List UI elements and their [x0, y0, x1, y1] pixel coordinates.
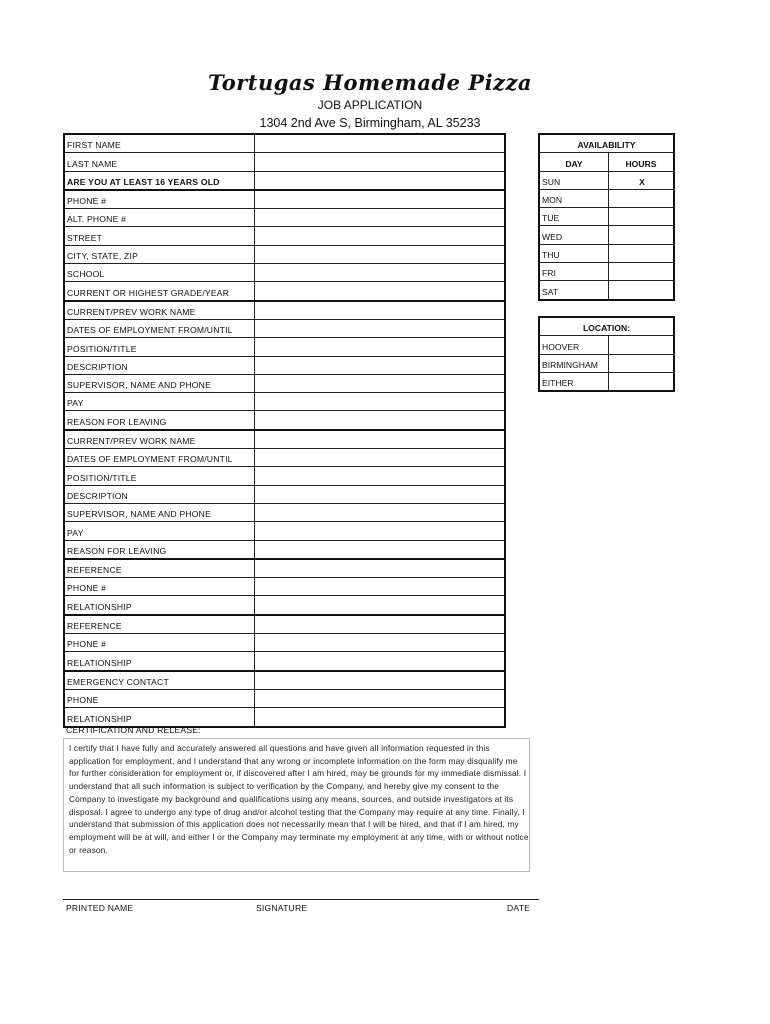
availability-table	[538, 133, 675, 301]
form-row	[64, 245, 505, 263]
availability-row	[539, 226, 674, 244]
form-row	[64, 634, 505, 652]
form-row	[64, 153, 505, 171]
form-row-label: EMERGENCY CONTACT	[64, 671, 255, 690]
form-row-value-field[interactable]	[255, 282, 506, 301]
form-row	[64, 485, 505, 503]
form-row-label: DATES OF EMPLOYMENT FROM/UNTIL	[64, 319, 255, 337]
availability-hours-field[interactable]	[609, 226, 675, 244]
form-row-label: DESCRIPTION	[64, 485, 255, 503]
form-row-value-field[interactable]	[255, 134, 506, 153]
signature-label: SIGNATURE	[256, 903, 308, 913]
form-row-label: SUPERVISOR, NAME AND PHONE	[64, 374, 255, 392]
location-choice-field[interactable]	[609, 336, 675, 354]
form-row-value-field[interactable]	[255, 356, 506, 374]
availability-hours-header: HOURS	[609, 153, 675, 171]
form-row-value-field[interactable]	[255, 301, 506, 320]
availability-hours-field[interactable]	[609, 244, 675, 262]
form-row	[64, 209, 505, 227]
availability-day: FRI	[539, 263, 609, 281]
form-row	[64, 227, 505, 245]
location-table	[538, 316, 675, 392]
form-row-label: SCHOOL	[64, 264, 255, 282]
form-row-label: FIRST NAME	[64, 134, 255, 153]
availability-day: MON	[539, 189, 609, 207]
availability-row	[539, 171, 674, 189]
availability-row	[539, 189, 674, 207]
form-row-label: DESCRIPTION	[64, 356, 255, 374]
company-logo-text: Tortugas Homemade Pizza	[207, 70, 533, 95]
form-row	[64, 522, 505, 540]
company-address: 1304 2nd Ave S, Birmingham, AL 35233	[259, 116, 481, 130]
form-row	[64, 264, 505, 282]
location-title: LOCATION:	[539, 317, 674, 336]
form-row	[64, 503, 505, 521]
availability-hours-field[interactable]	[609, 189, 675, 207]
form-row-value-field[interactable]	[255, 319, 506, 337]
form-row	[64, 134, 505, 153]
form-row-label: RELATIONSHIP	[64, 708, 255, 727]
availability-day: THU	[539, 244, 609, 262]
form-row	[64, 319, 505, 337]
form-row	[64, 689, 505, 707]
form-row-value-field[interactable]	[255, 264, 506, 282]
date-label: DATE	[507, 903, 531, 913]
availability-hours-field[interactable]: X	[609, 171, 675, 189]
form-row-value-field[interactable]	[255, 634, 506, 652]
signature-line	[63, 899, 539, 900]
form-row-label: CITY, STATE, ZIP	[64, 245, 255, 263]
form-row	[64, 578, 505, 596]
form-row	[64, 596, 505, 615]
form-row-value-field[interactable]	[255, 522, 506, 540]
form-row	[64, 615, 505, 634]
availability-day: SUN	[539, 171, 609, 189]
form-row-value-field[interactable]	[255, 485, 506, 503]
form-row-value-field[interactable]	[255, 689, 506, 707]
certification-text: I certify that I have fully and accurately answered all questions and have given all information requested in this application for employment, and I understand that any wrong or incomplete information on the form may disqualify me for further consideration for employment or, if discovered after I am hired, may be grounds for my immediate dismissal. I understand that all such information is subject to verification by the Company, and hereby give my consent to the Company to investigate my background and qualifications using any means, sources, and outside investigators at its disposal. I agree to undergo any type of drug and/or alcohol testing that the Company may require at any time. Finally, I understand that submission of this application does not necessarily mean that I will be hired, and that if I am hired, my employment will be at will, and either I or the Company may terminate my employment at any time, with or without notice or reason.	[69, 743, 529, 855]
availability-row	[539, 208, 674, 226]
form-row	[64, 449, 505, 467]
availability-row	[539, 263, 674, 281]
form-row-value-field[interactable]	[255, 245, 506, 263]
form-row-value-field[interactable]	[255, 559, 506, 578]
form-title: JOB APPLICATION	[317, 98, 423, 112]
location-choice-field[interactable]	[609, 372, 675, 391]
form-row	[64, 171, 505, 190]
form-row-label: POSITION/TITLE	[64, 338, 255, 356]
location-row	[539, 372, 674, 391]
form-row-label: DATES OF EMPLOYMENT FROM/UNTIL	[64, 449, 255, 467]
availability-day-header: DAY	[539, 153, 609, 171]
form-row	[64, 190, 505, 209]
form-row-value-field[interactable]	[255, 338, 506, 356]
availability-row	[539, 244, 674, 262]
form-row-value-field[interactable]	[255, 171, 506, 190]
form-row-label: ARE YOU AT LEAST 16 YEARS OLD	[64, 171, 255, 190]
form-row-value-field[interactable]	[255, 540, 506, 559]
form-row-label: RELATIONSHIP	[64, 652, 255, 671]
form-row-label: CURRENT/PREV WORK NAME	[64, 430, 255, 449]
form-row	[64, 540, 505, 559]
form-row-label: POSITION/TITLE	[64, 467, 255, 485]
availability-day: SAT	[539, 281, 609, 300]
form-row-value-field[interactable]	[255, 209, 506, 227]
location-row	[539, 336, 674, 354]
form-row-value-field[interactable]	[255, 411, 506, 430]
form-row	[64, 411, 505, 430]
form-row	[64, 338, 505, 356]
form-row-value-field[interactable]	[255, 596, 506, 615]
form-row-label: ALT. PHONE #	[64, 209, 255, 227]
form-row-label: SUPERVISOR, NAME AND PHONE	[64, 503, 255, 521]
form-row	[64, 652, 505, 671]
location-option-label: HOOVER	[539, 336, 609, 354]
location-option-label: BIRMINGHAM	[539, 354, 609, 372]
form-row-value-field[interactable]	[255, 449, 506, 467]
availability-day: WED	[539, 226, 609, 244]
form-row	[64, 374, 505, 392]
form-row-label: PHONE #	[64, 578, 255, 596]
form-row-label: CURRENT OR HIGHEST GRADE/YEAR	[64, 282, 255, 301]
form-row	[64, 430, 505, 449]
form-row	[64, 671, 505, 690]
printed-name-label: PRINTED NAME	[66, 903, 134, 913]
form-row-label: STREET	[64, 227, 255, 245]
form-row-value-field[interactable]	[255, 153, 506, 171]
form-row-value-field[interactable]	[255, 671, 506, 690]
form-row	[64, 282, 505, 301]
form-row	[64, 559, 505, 578]
form-row-value-field[interactable]	[255, 578, 506, 596]
form-row-value-field[interactable]	[255, 652, 506, 671]
location-row	[539, 354, 674, 372]
form-row	[64, 356, 505, 374]
application-form-table	[63, 133, 506, 728]
form-row-label: RELATIONSHIP	[64, 596, 255, 615]
form-row-label: PHONE #	[64, 634, 255, 652]
location-option-label: EITHER	[539, 372, 609, 391]
form-row-label: CURRENT/PREV WORK NAME	[64, 301, 255, 320]
form-row-label: PHONE	[64, 689, 255, 707]
form-row-value-field[interactable]	[255, 393, 506, 411]
form-row-value-field[interactable]	[255, 503, 506, 521]
form-row-label: PHONE #	[64, 190, 255, 209]
form-row	[64, 467, 505, 485]
form-row-label: LAST NAME	[64, 153, 255, 171]
form-row	[64, 301, 505, 320]
availability-day: TUE	[539, 208, 609, 226]
form-row-label: PAY	[64, 393, 255, 411]
certification-label: CERTIFICATION AND RELEASE:	[66, 725, 201, 735]
form-row-value-field[interactable]	[255, 190, 506, 209]
location-choice-field[interactable]	[609, 354, 675, 372]
availability-title: AVAILABILITY	[539, 134, 674, 153]
form-row	[64, 708, 505, 727]
form-row-value-field[interactable]	[255, 227, 506, 245]
form-row-label: REFERENCE	[64, 615, 255, 634]
form-row-label: REASON FOR LEAVING	[64, 411, 255, 430]
form-row-value-field[interactable]	[255, 615, 506, 634]
availability-hours-field[interactable]	[609, 208, 675, 226]
form-row	[64, 393, 505, 411]
form-row-value-field[interactable]	[255, 467, 506, 485]
availability-hours-field[interactable]	[609, 281, 675, 300]
form-row-label: REFERENCE	[64, 559, 255, 578]
availability-hours-field[interactable]	[609, 263, 675, 281]
form-row-value-field[interactable]	[255, 708, 506, 727]
form-row-value-field[interactable]	[255, 430, 506, 449]
form-row-value-field[interactable]	[255, 374, 506, 392]
form-row-label: REASON FOR LEAVING	[64, 540, 255, 559]
form-row-label: PAY	[64, 522, 255, 540]
availability-row	[539, 281, 674, 300]
